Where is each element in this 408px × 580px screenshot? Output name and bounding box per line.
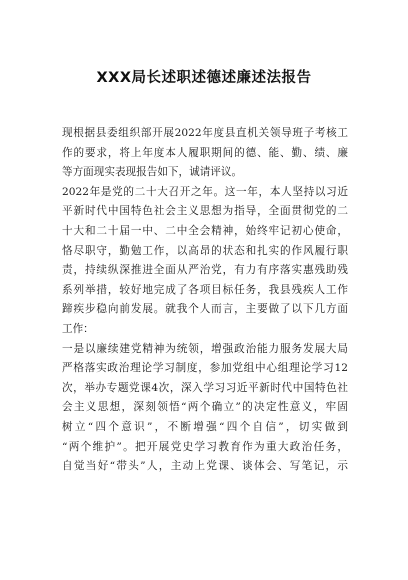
document-title: XXX局长述职述德述廉述法报告 [96, 70, 312, 86]
body-line: 次，举办专题党课4次，深入学习习近平新时代中国特色社 [62, 381, 348, 394]
body-line: “两个维护”。把开展党史学习教育作为重大政治任务， [62, 440, 348, 453]
body-line: 作的要求，将上年度本人履职期间的德、能、勤、绩、廉 [62, 146, 348, 159]
body-line: 树立“四个意识”，不断增强“四个自信”，切实做到 [62, 420, 348, 433]
body-line: 现根据县委组织部开展2022年度县直机关领导班子考核工 [62, 127, 348, 139]
body-line: 一是以廉续建党精神为统领，增强政治能力服务发展大局 [62, 342, 348, 355]
document-body [62, 124, 348, 477]
body-line: 平新时代中国特色社会主义思想为指导，全面贯彻党的二 [62, 205, 348, 218]
body-line: 蹄疾步稳向前发展。就我个人而言，主要做了以下几方面 [62, 303, 348, 316]
body-line: 恪尽职守，勤勉工作，以高昂的状态和扎实的作风履行职 [62, 244, 348, 257]
body-line: 工作： [62, 322, 94, 335]
body-line: 严格落实政治理论学习制度，参加党组中心组理论学习12 [62, 362, 348, 375]
body-line: 十大和二十届一中、二中全会精神，始终牢记初心使命， [62, 224, 348, 237]
body-line: 系列举措，较好地完成了各项目标任务，我县残疾人工作 [62, 283, 348, 296]
body-line: 2022年是党的二十大召开之年。这一年，本人坚持以习近 [62, 185, 348, 198]
body-line: 会主义思想，深刻领悟“两个确立”的决定性意义，牢固 [62, 401, 348, 414]
body-line: 自觉当好“带头”人，主动上党课、谈体会、写笔记，示 [62, 460, 348, 473]
body-line: 责，持续纵深推进全面从严治党，有力有序落实惠残助残 [62, 264, 348, 277]
body-line: 等方面现实表现报告如下，诚请评议。 [62, 166, 243, 179]
